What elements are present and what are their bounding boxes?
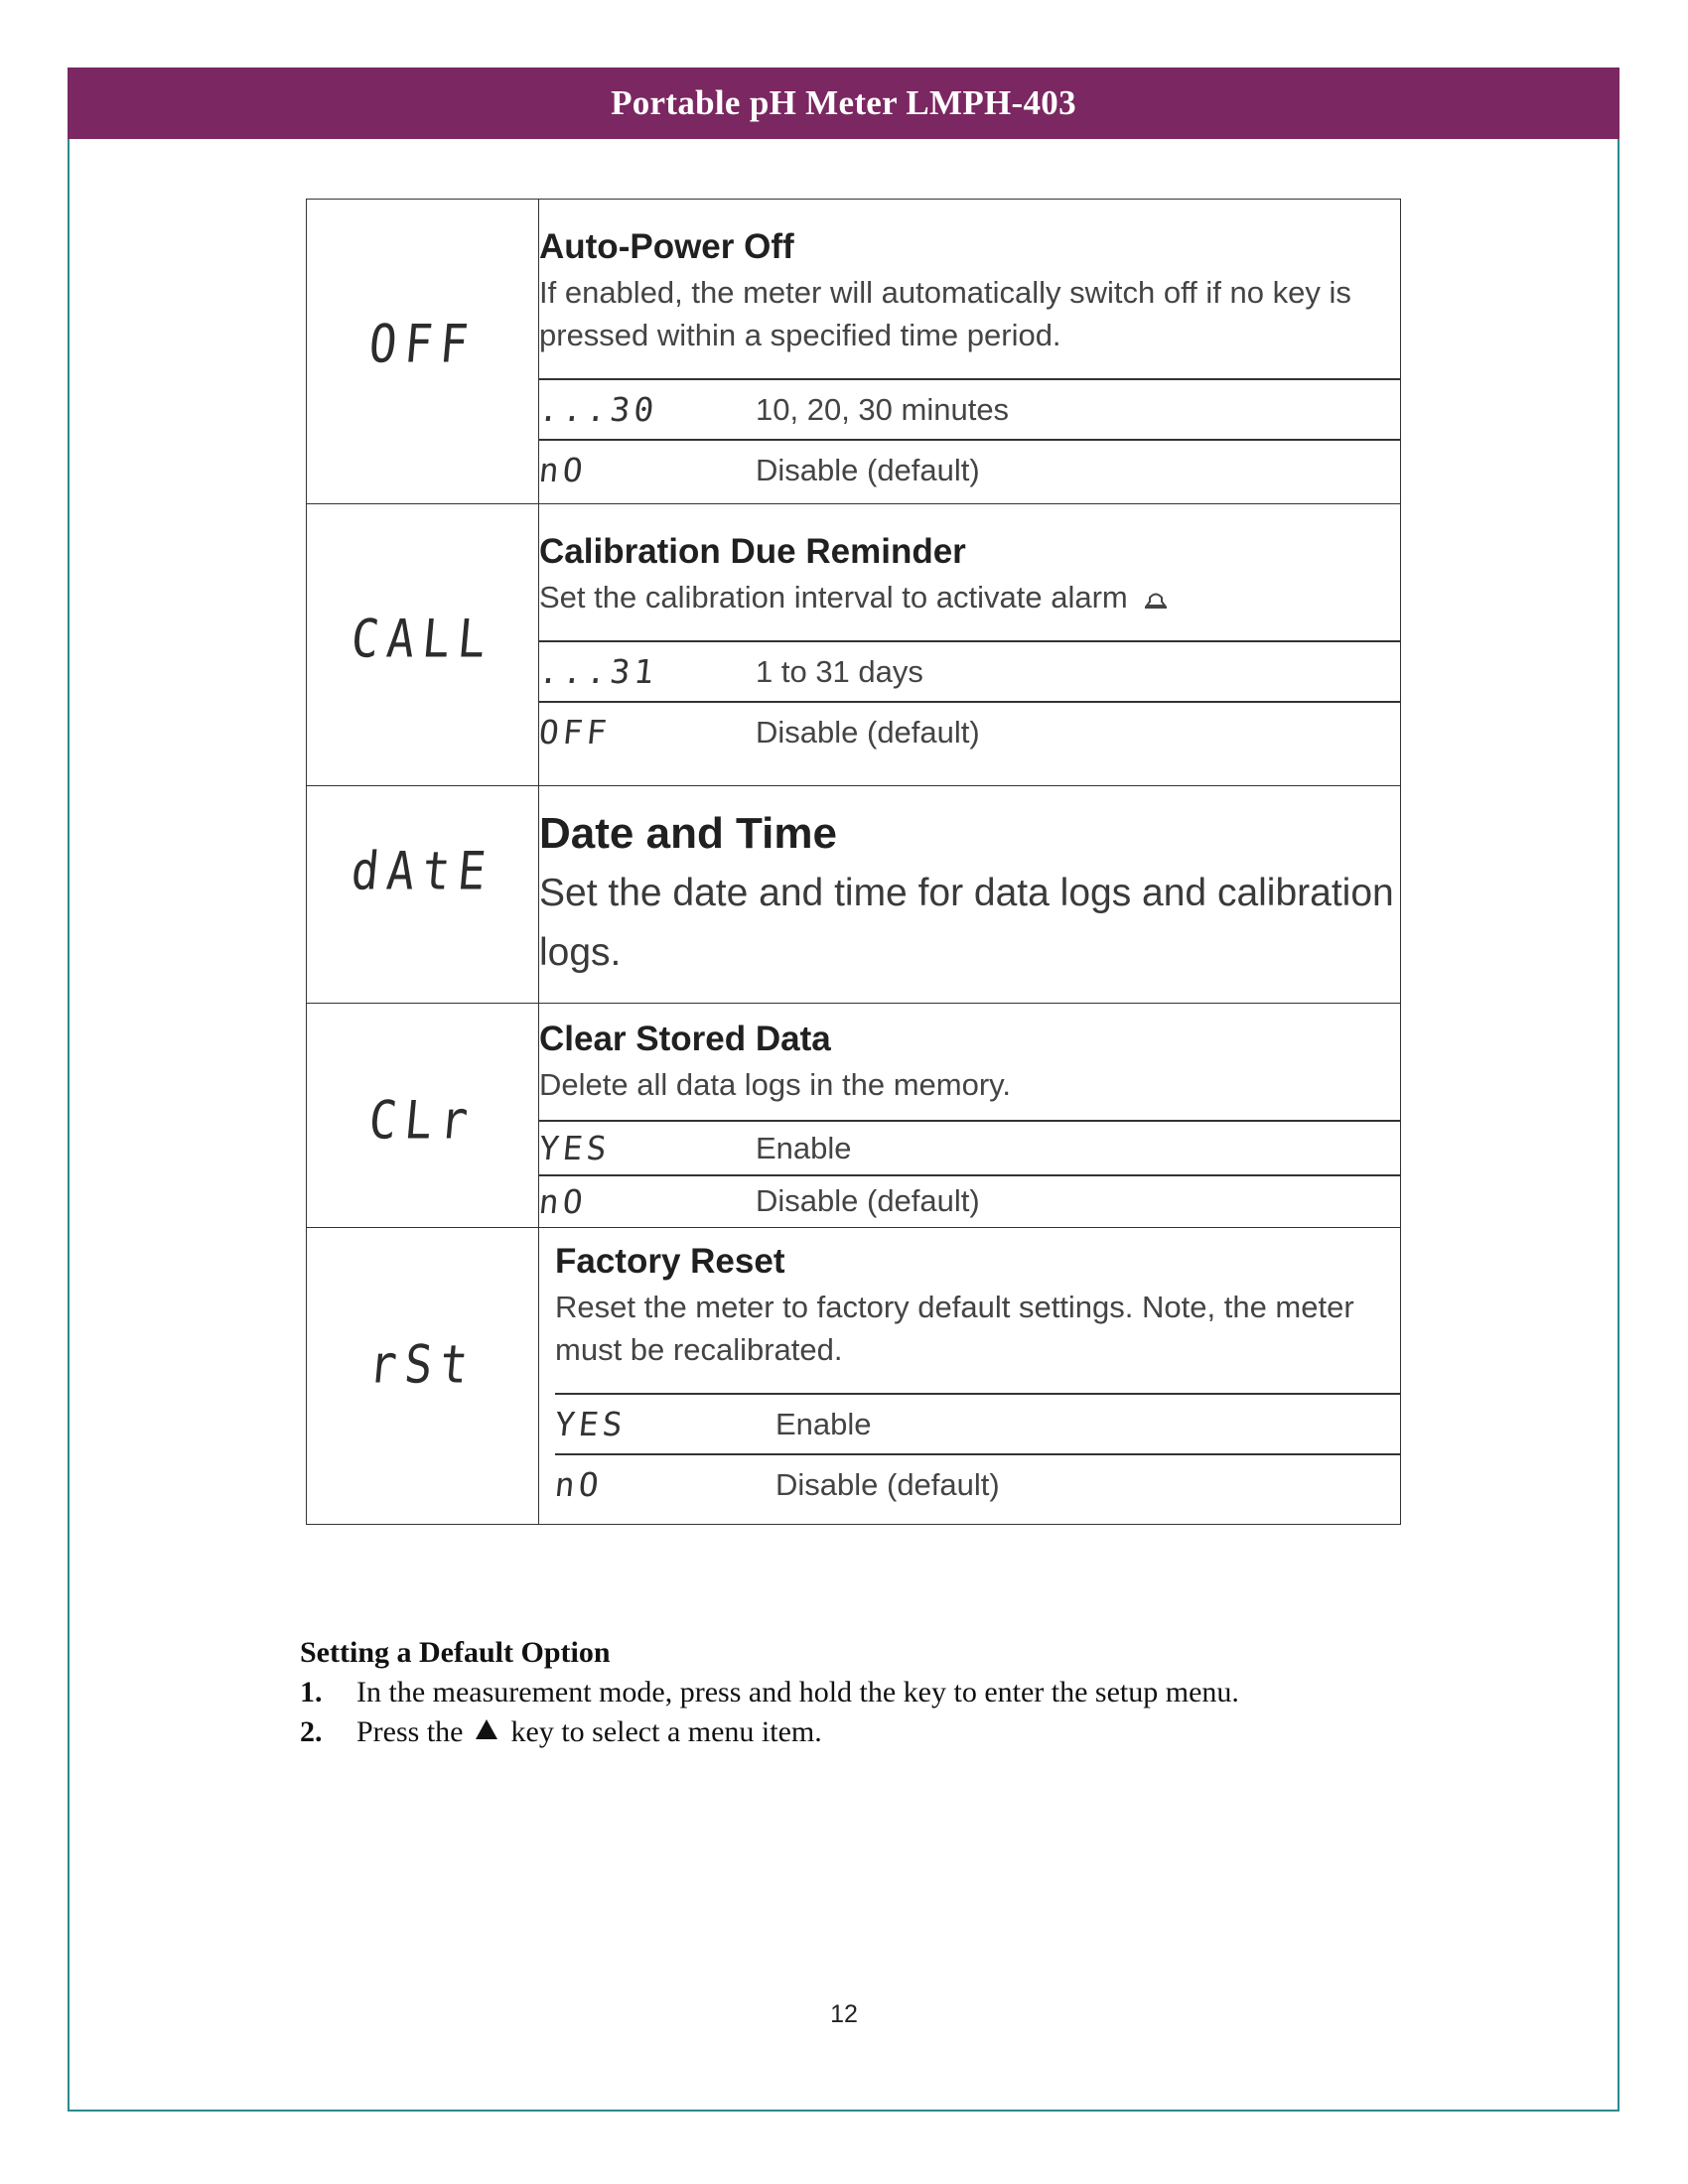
- lcd-code: CLr: [366, 1088, 479, 1152]
- table-row: [307, 504, 1401, 786]
- option-row: [536, 640, 1400, 701]
- lcd-code-cell: [307, 200, 539, 504]
- step-number: 2.: [300, 1715, 323, 1748]
- option-label: Enable: [775, 1406, 872, 1441]
- option-row: [536, 1120, 1400, 1174]
- lcd-code: CALL: [349, 607, 496, 670]
- table-row: [307, 1228, 1401, 1525]
- option-label: Disable (default): [756, 452, 980, 487]
- option-row: [536, 701, 1400, 761]
- option-row: [552, 1393, 1400, 1453]
- option-row: [536, 439, 1400, 499]
- page-number: 12: [830, 2000, 858, 2028]
- description-cell: [536, 504, 1401, 786]
- section-title: Setting a Default Option: [300, 1636, 611, 1669]
- description-cell: [539, 786, 1401, 1004]
- lcd-code: dAtE: [349, 839, 496, 902]
- item-title: Auto-Power Off: [539, 227, 794, 266]
- option-code: nO: [536, 451, 589, 489]
- description-cell: [539, 1228, 1401, 1525]
- lcd-code: rSt: [366, 1332, 479, 1396]
- option-code: YES: [536, 1129, 613, 1167]
- item-description: Reset the meter to factory default settings. Note, the meter must be recalibrated.: [555, 1290, 1354, 1367]
- item-title: Calibration Due Reminder: [539, 532, 966, 571]
- table-row: [307, 786, 1401, 1004]
- document-title: Portable pH Meter LMPH-403: [611, 83, 1076, 122]
- option-label: Disable (default): [775, 1466, 1000, 1502]
- step-item: [300, 1673, 1442, 1712]
- table-row: [307, 200, 1401, 504]
- setup-menu-table: [306, 199, 1401, 1525]
- item-description: Set the date and time for data logs and calibration logs.: [539, 872, 1394, 974]
- lcd-code: OFF: [366, 312, 479, 375]
- step-text-after: key to select a menu item.: [510, 1715, 822, 1748]
- option-row: [552, 1453, 1400, 1514]
- arrow-up-icon: [476, 1719, 497, 1739]
- item-title: Date and Time: [539, 809, 837, 858]
- lcd-code-cell: [307, 504, 539, 786]
- option-list: [536, 1120, 1400, 1226]
- option-code: OFF: [536, 713, 613, 751]
- option-row: [536, 378, 1400, 439]
- option-label: Disable (default): [756, 1183, 980, 1218]
- option-label: 1 to 31 days: [756, 653, 923, 689]
- option-list: [536, 640, 1400, 761]
- step-text: In the measurement mode, press and hold the key to enter the setup menu.: [356, 1676, 1239, 1708]
- table-row: [307, 1004, 1401, 1228]
- description-cell: [536, 1004, 1401, 1228]
- item-description: Set the calibration interval to activate alarm: [539, 580, 1128, 614]
- step-text: [356, 1712, 822, 1752]
- item-description-line: [539, 576, 1400, 618]
- bell-icon: [1142, 590, 1170, 610]
- option-code: nO: [536, 1181, 589, 1221]
- lcd-code-cell: [307, 1228, 539, 1525]
- option-label: Enable: [756, 1130, 852, 1165]
- item-title: Factory Reset: [555, 1242, 785, 1281]
- description-cell: [536, 200, 1401, 504]
- instructions-section: [300, 1633, 1442, 1752]
- lcd-code-cell: [307, 1004, 539, 1228]
- document-header: [68, 68, 1619, 139]
- item-description: If enabled, the meter will automatically switch off if no key is pressed within a specified time period.: [539, 275, 1351, 352]
- step-text-before: Press the: [356, 1715, 464, 1748]
- option-list: [536, 378, 1400, 499]
- option-code: YES: [552, 1405, 629, 1443]
- step-number: 1.: [300, 1676, 323, 1708]
- option-code: nO: [552, 1465, 605, 1504]
- option-code: ...30: [536, 390, 660, 429]
- step-item: [300, 1712, 1442, 1752]
- lcd-code-cell: [307, 786, 539, 1004]
- option-label: Disable (default): [756, 714, 980, 750]
- item-description: Delete all data logs in the memory.: [539, 1067, 1011, 1102]
- item-title: Clear Stored Data: [539, 1020, 831, 1058]
- option-code: ...31: [536, 652, 660, 691]
- option-row: [536, 1174, 1400, 1226]
- option-list: [552, 1393, 1400, 1514]
- option-label: 10, 20, 30 minutes: [756, 391, 1010, 427]
